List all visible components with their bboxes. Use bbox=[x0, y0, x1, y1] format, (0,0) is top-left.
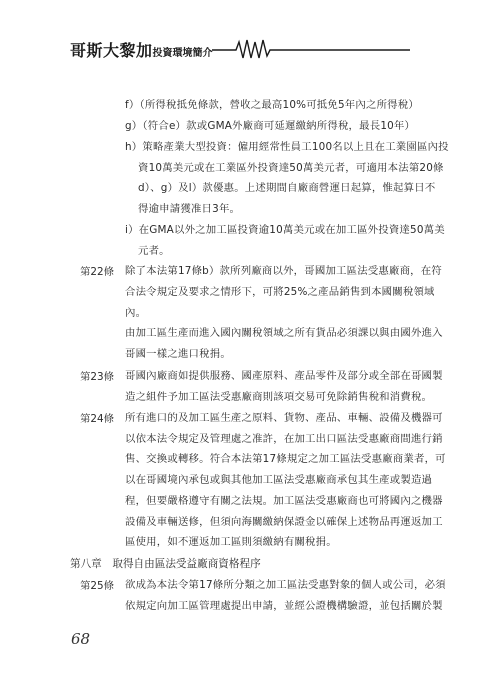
article-24-line: 以依本法令規定及管理處之准許，在加工出口區法受惠廠商間進行銷 bbox=[125, 433, 443, 445]
clause-h-line1: h）策略產業大型投資：僱用經常性員工100名以上且在工業園區內投 bbox=[125, 141, 449, 153]
article-22-line: 由加工區生產而進入國內關稅領域之所有貨品必須課以與由國外進入 bbox=[125, 327, 443, 339]
article-22-label: 第22條 bbox=[80, 266, 115, 278]
header-wave-rule bbox=[0, 0, 480, 60]
article-22-line: 哥國一樣之進口稅捐。 bbox=[125, 348, 231, 360]
article-24-line: 設備及車輛送修，但須向海關繳納保證金以確保上述物品再運返加工 bbox=[125, 516, 443, 528]
article-25-label: 第25條 bbox=[80, 580, 115, 592]
running-header bbox=[0, 0, 480, 60]
article-24-line: 程，但要嚴格遵守有關之法規。加工區法受惠廠商也可將國內之機器 bbox=[125, 495, 443, 507]
header-title-sub: 投資環境簡介 bbox=[152, 48, 213, 59]
article-23-line: 哥國內廠商如提供服務、國產原料、產品零件及部分或全部在哥國製 bbox=[125, 370, 443, 382]
header-title-main: 哥斯大黎加 bbox=[70, 41, 153, 60]
article-22-line: 除了本法第17條b）款所列廠商以外，哥國加工區法受惠廠商，在符 bbox=[125, 265, 442, 277]
article-25-line: 依規定向加工區管理處提出申請，並經公證機構驗證，並包括關於製 bbox=[125, 600, 443, 612]
clause-i-line1: i）在GMA以外之加工區投資逾10萬美元或在加工區外投資達50萬美 bbox=[125, 224, 445, 236]
article-22-line: 內。 bbox=[125, 307, 147, 319]
clause-f: f）（所得稅抵免條款，營收之最高10%可抵免5年內之所得稅） bbox=[125, 99, 419, 111]
article-24-line: 區使用，如不運返加工區則須繳納有關稅捐。 bbox=[125, 536, 337, 548]
page-number: 68 bbox=[71, 630, 91, 648]
clause-h-line3: d）、g）及l）款優惠。上述期間自廠商營運日起算，惟起算日不 bbox=[138, 182, 436, 194]
article-22-line: 合法令規定及要求之情形下，可將25%之產品銷售到本國關稅領域 bbox=[125, 286, 435, 298]
article-24-label: 第24條 bbox=[80, 413, 115, 425]
article-24-line: 以在哥國境內承包或與其他加工區法受惠廠商承包其生產或製造過 bbox=[125, 474, 433, 486]
clause-g: g）（符合e）款或GMA外廠商可延遲繳納所得稅，最長10年） bbox=[125, 120, 416, 132]
article-25-line: 欲成為本法令第17條所分類之加工區法受惠對象的個人或公司，必須 bbox=[125, 579, 446, 591]
chapter-8-heading: 第八章 取得自由區法受益廠商資格程序 bbox=[70, 558, 261, 570]
clause-h-line4: 得逾申請獲准日3年。 bbox=[138, 203, 241, 215]
article-24-line: 所有進口的及加工區生產之原料、貨物、產品、車輛、設備及機器可 bbox=[125, 412, 443, 424]
article-24-line: 售、交換或轉移。符合本法第17條規定之加工區法受惠廠商業者，可 bbox=[125, 453, 446, 465]
clause-h-line2: 資10萬美元或在工業區外投資達50萬美元者，可適用本法第20條 bbox=[138, 162, 444, 174]
article-23-line: 造之組件予加工區法受惠廠商則該項交易可免除銷售稅和消費稅。 bbox=[125, 391, 433, 403]
article-23-label: 第23條 bbox=[80, 371, 115, 383]
clause-i-line2: 元者。 bbox=[138, 245, 170, 257]
